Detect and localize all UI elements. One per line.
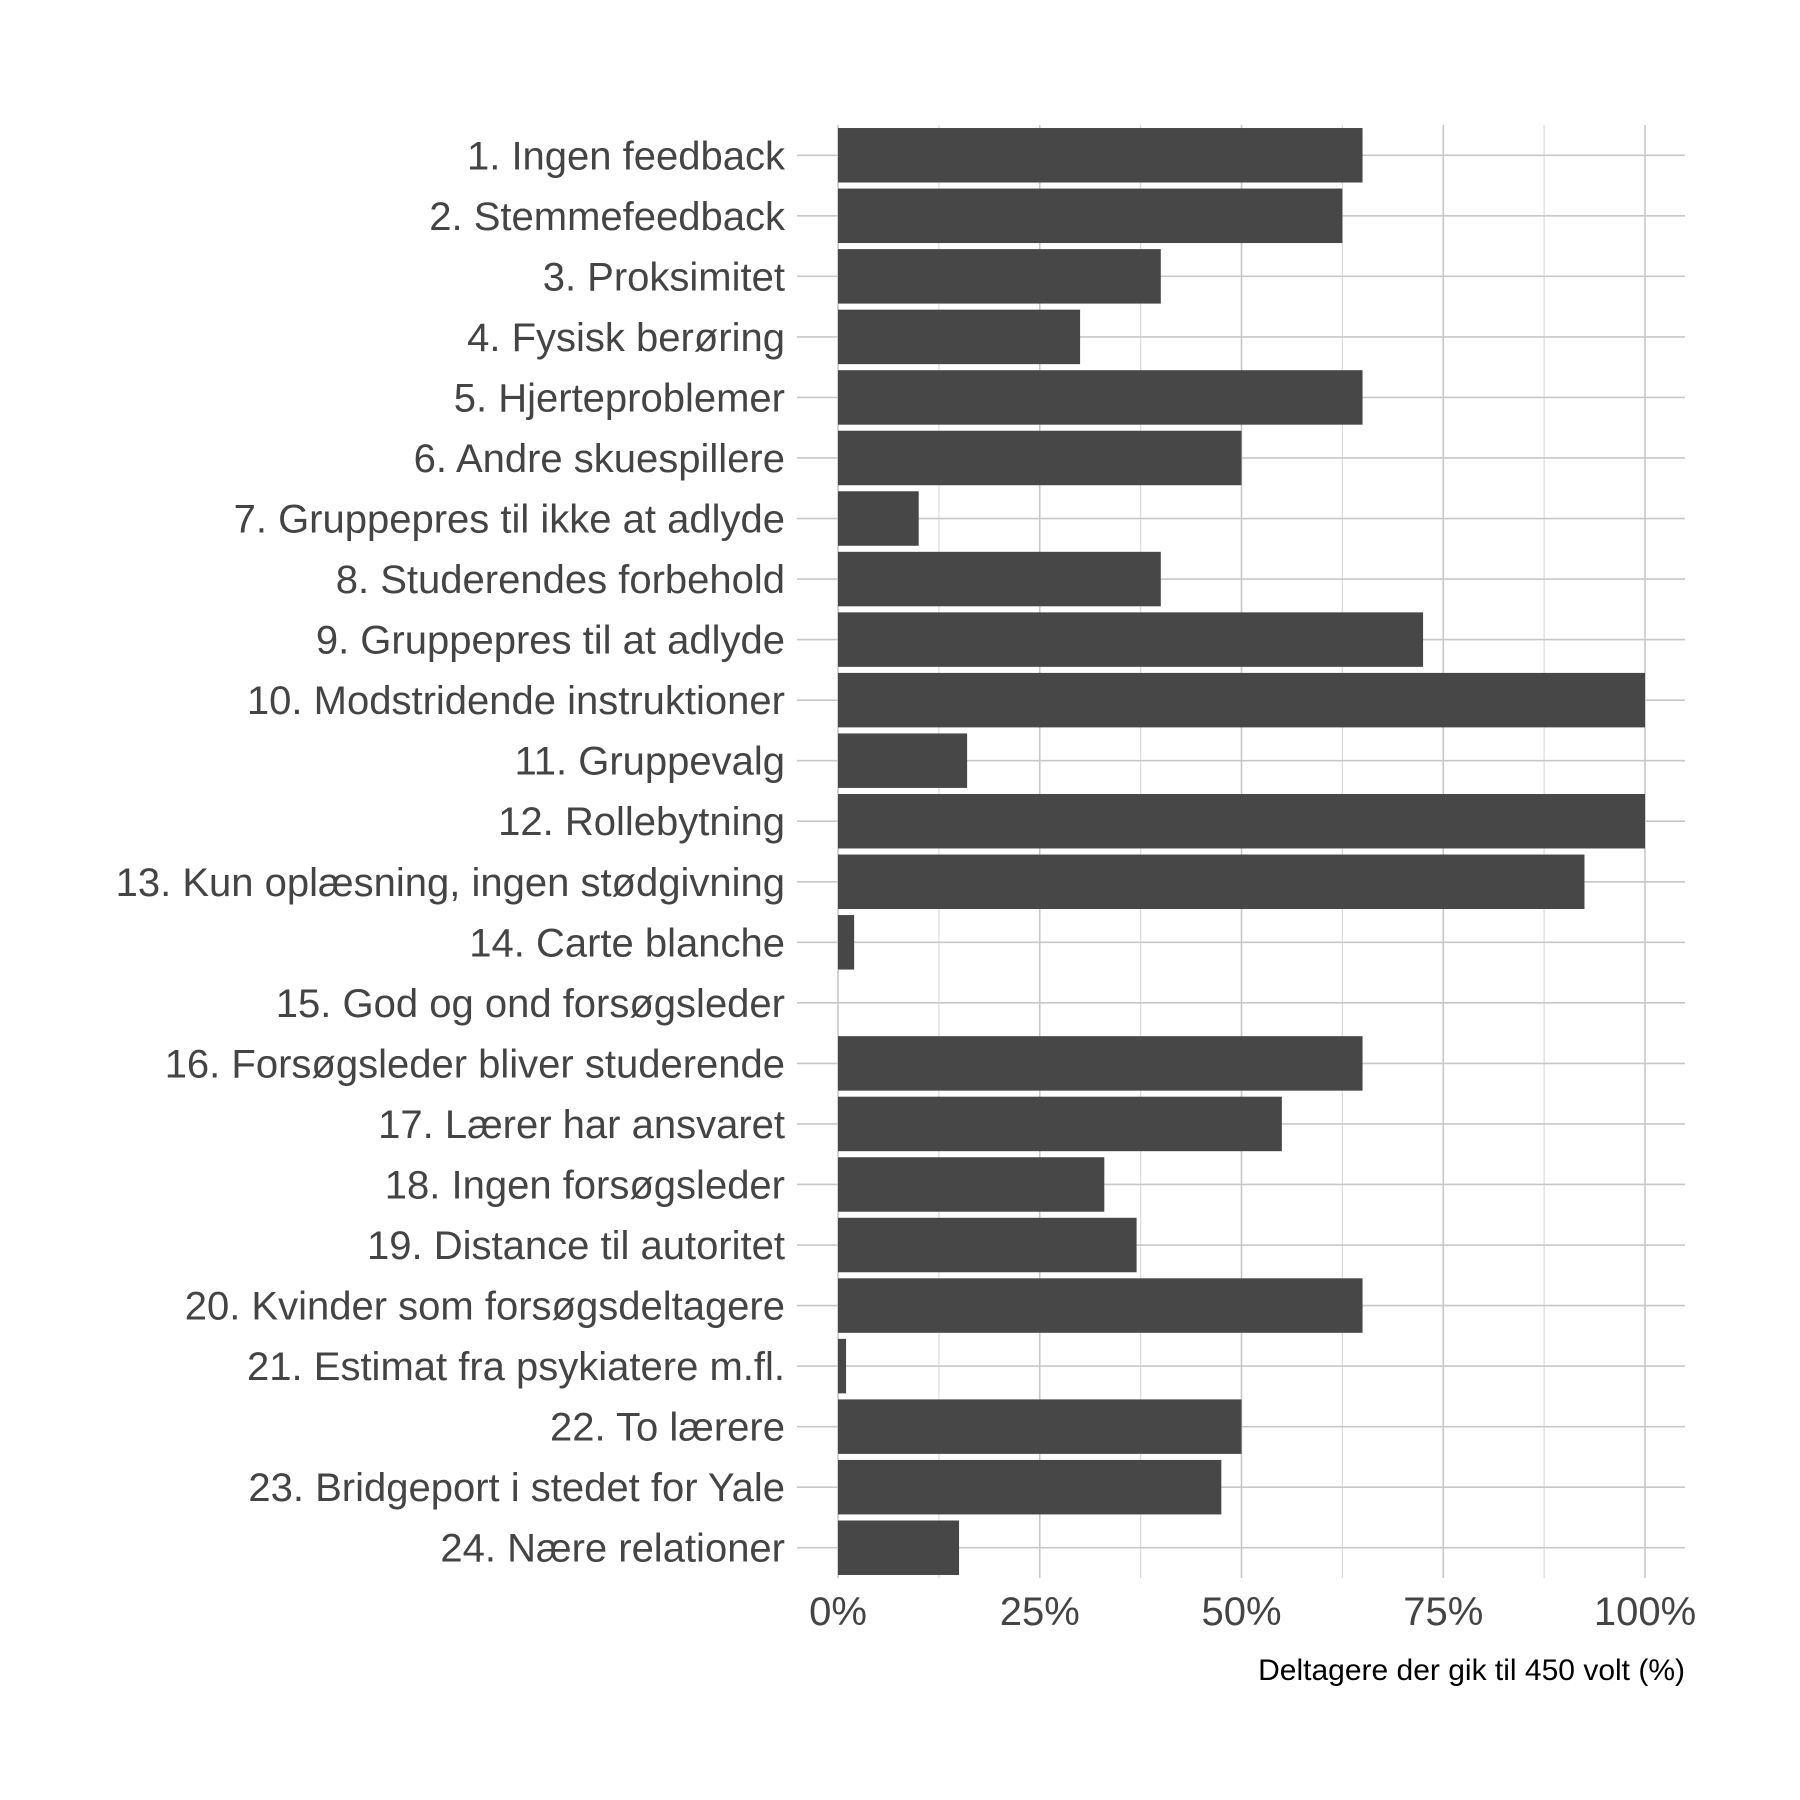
x-axis-title: Deltagere der gik til 450 volt (%) (1258, 1654, 1685, 1687)
bar (838, 249, 1161, 303)
y-tick-label: 24. Nære relationer (440, 1526, 785, 1571)
bar (838, 612, 1423, 666)
bar (838, 310, 1080, 364)
y-tick-label: 8. Studerendes forbehold (335, 558, 785, 603)
bar (838, 491, 919, 545)
y-tick-label: 18. Ingen forsøgsleder (384, 1163, 785, 1208)
y-tick-label: 16. Forsøgsleder bliver studerende (164, 1042, 785, 1087)
y-tick-label: 1. Ingen feedback (466, 134, 785, 179)
y-tick-label: 4. Fysisk berøring (467, 315, 785, 360)
bar (838, 552, 1161, 606)
y-tick-label: 13. Kun oplæsning, ingen stødgivning (115, 860, 785, 905)
x-tick-label: 50% (1201, 1590, 1282, 1634)
bar (838, 1097, 1282, 1151)
y-tick-label: 6. Andre skuespillere (413, 436, 785, 481)
bar (838, 431, 1242, 485)
bar (838, 128, 1363, 182)
y-tick-label: 11. Gruppevalg (514, 739, 785, 784)
bar (838, 1157, 1104, 1211)
x-tick-label: 75% (1403, 1590, 1484, 1634)
y-tick-label: 14. Carte blanche (469, 921, 785, 966)
y-tick-label: 17. Lærer har ansvaret (378, 1102, 785, 1147)
y-tick-label: 15. God og ond forsøgsleder (275, 981, 785, 1026)
y-tick-label: 2. Stemmefeedback (429, 194, 785, 239)
bar (838, 794, 1645, 848)
x-tick-label: 100% (1593, 1590, 1697, 1634)
bar (838, 1520, 959, 1574)
bar (838, 673, 1645, 727)
y-tick-label: 3. Proksimitet (542, 255, 785, 300)
y-tick-label: 19. Distance til autoritet (367, 1224, 785, 1269)
bar (838, 189, 1342, 243)
bar (838, 1339, 846, 1393)
bar (838, 855, 1584, 909)
y-tick-label: 23. Bridgeport i stedet for Yale (248, 1466, 785, 1511)
x-tick-label: 25% (999, 1590, 1080, 1634)
y-tick-label: 12. Rollebytning (498, 800, 785, 845)
y-tick-label: 22. To lærere (550, 1405, 785, 1450)
bar (838, 733, 967, 787)
x-tick-label: 0% (809, 1590, 867, 1634)
y-tick-label: 7. Gruppepres til ikke at adlyde (233, 497, 785, 542)
y-tick-label: 10. Modstridende instruktioner (246, 679, 785, 724)
bar (838, 1278, 1363, 1332)
bar (838, 1218, 1137, 1272)
y-tick-label: 20. Kvinder som forsøgsdeltagere (184, 1284, 785, 1329)
y-axis-labels (116, 134, 786, 1570)
bar (838, 1036, 1363, 1090)
bar (838, 915, 854, 969)
y-tick-label: 9. Gruppepres til at adlyde (315, 618, 785, 663)
bar (838, 1399, 1242, 1453)
bar (838, 370, 1363, 424)
y-tick-label: 21. Estimat fra psykiatere m.fl. (247, 1345, 785, 1390)
bar (838, 1460, 1221, 1514)
x-axis-labels (809, 1590, 1696, 1634)
y-tick-label: 5. Hjerteproblemer (453, 376, 785, 421)
